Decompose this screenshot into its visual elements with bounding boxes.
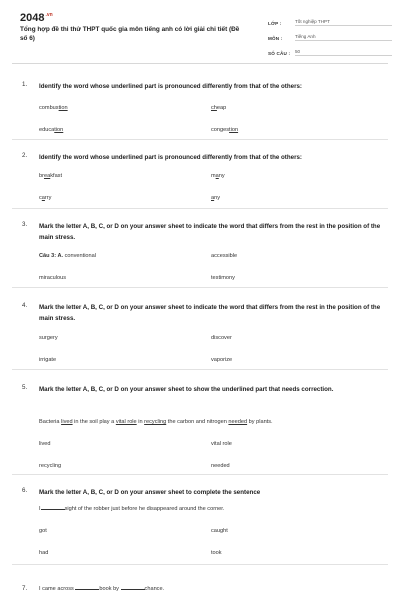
underlined-part: tion bbox=[58, 105, 68, 111]
option-lead: Câu 3: A. bbox=[39, 253, 64, 259]
answer-blank bbox=[75, 585, 99, 590]
meta-subject bbox=[268, 27, 392, 41]
divider bbox=[12, 369, 388, 370]
option-a[interactable] bbox=[39, 528, 47, 534]
underlined-part: vital role bbox=[115, 419, 137, 425]
question-number: 6. bbox=[22, 487, 28, 494]
question-number: 5. bbox=[22, 384, 28, 391]
option-text: educa bbox=[39, 127, 55, 133]
sentence-text: book by bbox=[99, 586, 119, 592]
option-c[interactable] bbox=[39, 195, 51, 201]
meta-value: Tiếng Anh bbox=[295, 34, 392, 41]
option-a[interactable] bbox=[39, 105, 68, 111]
sentence-text: the carbon and nitrogen bbox=[166, 419, 229, 425]
document-header bbox=[12, 0, 388, 64]
option-c[interactable] bbox=[39, 127, 63, 133]
option-text: eap bbox=[216, 105, 227, 111]
option-text: br bbox=[39, 173, 44, 179]
underlined-part: a bbox=[211, 195, 215, 201]
option-text: surgery bbox=[39, 335, 58, 341]
option-text: accessible bbox=[211, 253, 238, 259]
option-c[interactable] bbox=[39, 463, 61, 469]
question-text: Identify the word whose underlined part is pronounced differently from that of the others: bbox=[39, 154, 302, 161]
option-text: kfast bbox=[50, 173, 63, 179]
underlined-part: a bbox=[215, 173, 219, 179]
option-text: vaporize bbox=[211, 357, 233, 363]
question-text: Mark the letter A, B, C, or D on your answer sheet to indicate the word that differs from the rest in the position of the main stress. bbox=[39, 223, 381, 241]
option-d[interactable] bbox=[211, 357, 232, 363]
option-text: rry bbox=[44, 195, 52, 201]
divider bbox=[12, 208, 388, 209]
meta-class bbox=[268, 12, 392, 26]
answer-blank bbox=[41, 505, 65, 510]
meta-value: 50 bbox=[295, 49, 392, 56]
option-text: c bbox=[39, 195, 42, 201]
logo-suffix: .vn bbox=[45, 12, 53, 18]
underlined-part: ch bbox=[211, 105, 217, 111]
option-text: testimony bbox=[211, 275, 235, 281]
meta-question-count bbox=[268, 42, 392, 56]
underlined-part: lived bbox=[61, 419, 73, 425]
option-b[interactable] bbox=[211, 253, 237, 259]
sentence-text: I came across bbox=[39, 586, 74, 592]
question-text: Mark the letter A, B, C, or D on your answer sheet to complete the sentence bbox=[39, 489, 261, 496]
question-number: 7. bbox=[22, 585, 28, 592]
question-number: 1. bbox=[22, 81, 28, 88]
question-sentence bbox=[39, 585, 385, 594]
option-c[interactable] bbox=[39, 550, 48, 556]
option-d[interactable] bbox=[211, 127, 238, 133]
sentence-text: in bbox=[136, 419, 145, 425]
divider bbox=[12, 474, 388, 475]
option-c[interactable] bbox=[39, 275, 66, 281]
meta-label: MÔN : bbox=[268, 36, 283, 41]
meta-value: Tốt nghiệp THPT bbox=[295, 19, 392, 26]
option-text: miraculous bbox=[39, 275, 67, 281]
meta-label: LỚP : bbox=[268, 21, 282, 26]
sentence-text: I bbox=[39, 506, 41, 512]
logo-text: 2048 bbox=[20, 12, 45, 24]
option-text: recycling bbox=[39, 463, 62, 469]
option-d[interactable] bbox=[211, 275, 235, 281]
underlined-part: needed bbox=[228, 419, 248, 425]
site-logo[interactable] bbox=[20, 12, 53, 24]
option-text: vital role bbox=[211, 441, 232, 447]
divider bbox=[12, 287, 388, 288]
question-number: 2. bbox=[22, 152, 28, 159]
option-text: discover bbox=[211, 335, 232, 341]
underlined-part: tion bbox=[229, 127, 239, 133]
underlined-part: ea bbox=[43, 173, 51, 179]
option-text: had bbox=[39, 550, 49, 556]
sentence-text: in the soil play a bbox=[72, 419, 116, 425]
option-text: irrigate bbox=[39, 357, 57, 363]
option-text: conges bbox=[211, 127, 230, 133]
option-text: m bbox=[211, 173, 216, 179]
question-sentence bbox=[39, 505, 385, 514]
question-text: Mark the letter A, B, C, or D on your answer sheet to indicate the word that differs from the rest in the position of the main stress. bbox=[39, 304, 381, 322]
sentence-text: by plants. bbox=[247, 419, 273, 425]
divider bbox=[12, 139, 388, 140]
option-text: caught bbox=[211, 528, 228, 534]
option-d[interactable] bbox=[211, 463, 230, 469]
document-title: Tổng hợp đề thi thử THPT quốc gia môn tiếng anh có lời giải chi tiết (Đề số 6) bbox=[20, 26, 240, 42]
document-meta bbox=[268, 12, 392, 57]
option-b[interactable] bbox=[211, 441, 232, 447]
option-b[interactable] bbox=[211, 173, 225, 179]
question-number: 4. bbox=[22, 302, 28, 309]
option-d[interactable] bbox=[211, 195, 220, 201]
option-text: combus bbox=[39, 105, 59, 111]
option-text: ny bbox=[214, 195, 221, 201]
underlined-part: recycling bbox=[144, 419, 167, 425]
option-b[interactable] bbox=[211, 335, 232, 341]
option-b[interactable] bbox=[211, 105, 226, 111]
option-a[interactable] bbox=[39, 335, 58, 341]
option-text: ny bbox=[218, 173, 225, 179]
option-text: got bbox=[39, 528, 47, 534]
sentence-text: chance. bbox=[144, 586, 165, 592]
question-number: 3. bbox=[22, 221, 28, 228]
answer-blank bbox=[121, 585, 145, 590]
option-b[interactable] bbox=[211, 528, 228, 534]
option-text: lived bbox=[39, 441, 51, 447]
option-text: took bbox=[211, 550, 222, 556]
option-text: needed bbox=[211, 463, 230, 469]
question-text: Mark the letter A, B, C, or D on your answer sheet to show the underlined part that needs correction. bbox=[39, 386, 334, 393]
divider bbox=[12, 564, 388, 565]
question-sentence bbox=[39, 418, 385, 427]
underlined-part: tion bbox=[54, 127, 64, 133]
option-c[interactable] bbox=[39, 357, 56, 363]
sentence-text: sight of the robber just before he disappeared around the corner. bbox=[64, 506, 225, 512]
sentence-text: Bacteria bbox=[39, 419, 62, 425]
question-text: Identify the word whose underlined part is pronounced differently from that of the others: bbox=[39, 83, 302, 90]
option-a[interactable] bbox=[39, 441, 51, 447]
option-d[interactable] bbox=[211, 550, 222, 556]
option-a[interactable] bbox=[39, 253, 96, 259]
option-text: conventional bbox=[63, 253, 97, 259]
underlined-part: a bbox=[41, 195, 45, 201]
option-a[interactable] bbox=[39, 173, 62, 179]
meta-label: SỐ CÂU : bbox=[268, 51, 291, 56]
